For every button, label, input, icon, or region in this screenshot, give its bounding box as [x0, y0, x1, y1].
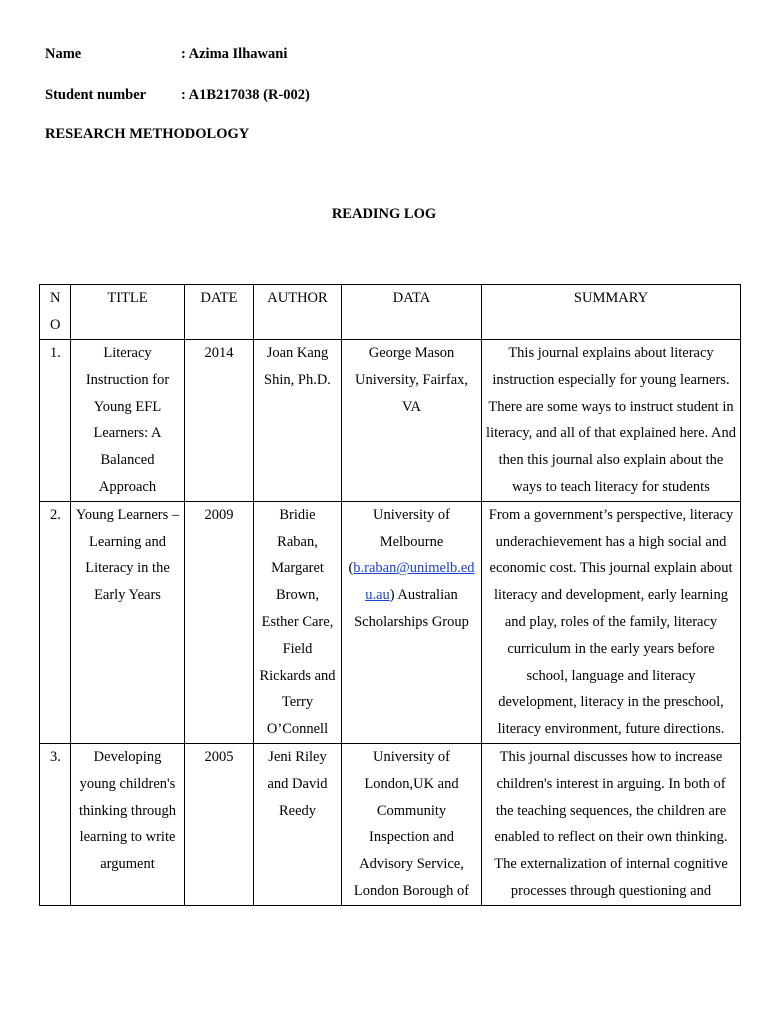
- cell-data: [342, 501, 482, 743]
- data-text: George Mason University, Fairfax, VA: [354, 345, 469, 415]
- name-value: : Azima Ilhawani: [181, 46, 288, 62]
- column-header-data: DATA: [342, 285, 482, 340]
- cell-summary: This journal explains about literacy instruction especially for young learners. There are some ways to instruct student in literacy, and all of that explained here. And then this journal also explain about the ways to teach literacy for students: [482, 340, 741, 502]
- cell-date: 2009: [185, 501, 254, 743]
- column-header-no: N O: [40, 285, 71, 340]
- name-label: Name: [45, 46, 82, 62]
- column-header-date: DATE: [185, 285, 254, 340]
- cell-summary: This journal discusses how to increase children's interest in arguing. In both of the teaching sequences, the children are enabled to reflect on their own thinking. The externalization of internal cognitive processes through questioning and: [482, 743, 741, 905]
- cell-data: [342, 340, 482, 502]
- column-header-author: AUTHOR: [254, 285, 342, 340]
- cell-no: 3.: [40, 743, 71, 905]
- table-row: [40, 501, 741, 743]
- cell-author: Bridie Raban, Margaret Brown, Esther Care, Field Rickards and Terry O’Connell: [254, 501, 342, 743]
- cell-no: 2.: [40, 501, 71, 743]
- reading-log-table: [39, 284, 741, 906]
- cell-summary: From a government’s perspective, literacy underachievement has a high social and economic cost. This journal explain about literacy and development, early learning and play, roles of the family, literacy curriculum in the early years before school, language and literacy development, literacy in the preschool, literacy environment, future directions.: [482, 501, 741, 743]
- cell-title: Literacy Instruction for Young EFL Learners: A Balanced Approach: [71, 340, 185, 502]
- data-text: University of London,UK and Community Inspection and Advisory Service, London Borough of: [353, 748, 470, 899]
- cell-data: [342, 743, 482, 905]
- student-number-label: Student number: [45, 87, 147, 103]
- column-header-summary: SUMMARY: [482, 285, 741, 340]
- cell-author: Joan Kang Shin, Ph.D.: [254, 340, 342, 502]
- reading-log-title: READING LOG: [331, 206, 437, 222]
- email-link[interactable]: b.raban@unimelb.edu.au: [353, 560, 475, 604]
- student-number-value: : A1B217038 (R-002): [181, 87, 310, 103]
- data-text-after: ) Australian Scholarships Group: [354, 587, 469, 630]
- cell-no: 1.: [40, 340, 71, 502]
- table-header-row: [40, 285, 741, 340]
- column-header-title: TITLE: [71, 285, 185, 340]
- cell-title: Developing young children's thinking through learning to write argument: [71, 743, 185, 905]
- cell-author: Jeni Riley and David Reedy: [254, 743, 342, 905]
- name-row: [45, 46, 287, 63]
- course-title: RESEARCH METHODOLOGY: [45, 126, 250, 142]
- cell-date: 2005: [185, 743, 254, 905]
- cell-date: 2014: [185, 340, 254, 502]
- table-row: [40, 340, 741, 502]
- table-row: [40, 743, 741, 905]
- student-number-row: [45, 87, 310, 104]
- data-text: University of Melbourne (: [348, 506, 450, 577]
- cell-title: Young Learners – Learning and Literacy in the Early Years: [71, 501, 185, 743]
